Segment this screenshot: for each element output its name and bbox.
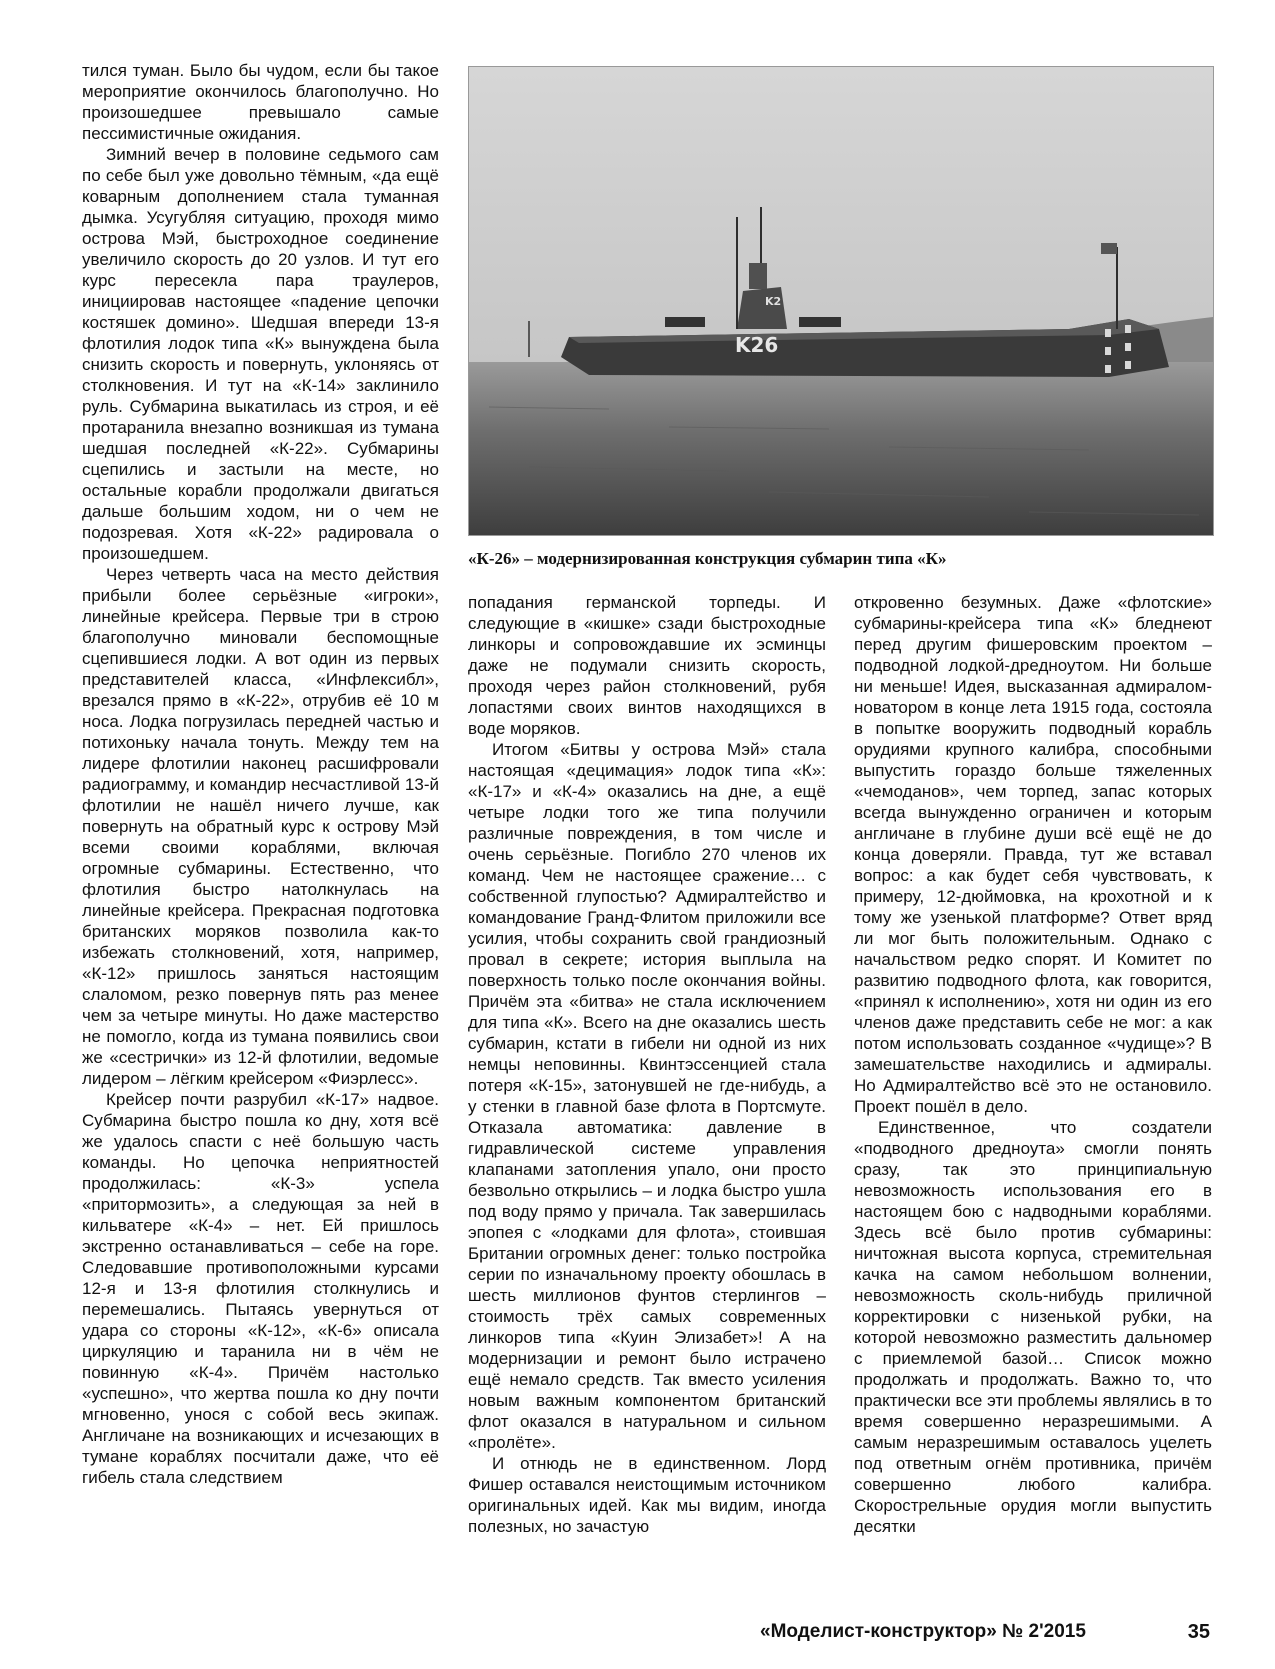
paragraph: откровенно безумных. Даже «флотские» субмарины-крейсера типа «К» бледнеют перед другим фишеровским проектом – подводной лодкой-дредноутом. Ни больше ни меньше! Идея, высказанная адмиралом-новатором в конце лета 1915 года, состояла в попытке вооружить подводный корабль орудиями крупного калибра, способными выпустить гораздо больше тяжеленных «чемоданов», чем торпед, запас которых всегда вынужденно ограничен и которым англичане в глубине души всё ещё не до конца доверяли. Правда, тут же вставал вопрос: а как будет себя чувствовать, к примеру, 12-дюймовка, на крохотной и к тому же узенькой платформе? Ответ вряд ли мог быть положительным. Однако с начальством редко спорят. И Комитет по развитию подводного флота, как говорится, «принял к исполнению», хотя ни один из его членов даже представить себе не мог: а как потом использовать созданное «чудище»? В замешательстве находились и адмиралы. Но Адмиралтейство всё это не остановило. Проект пошёл в дело. (854, 593, 1212, 1116)
paragraph: тился туман. Было бы чудом, если бы такое мероприятие окончилось благополучно. Но произошедшее превышало самые пессимистичные ожидания. (82, 61, 439, 143)
text-column-1 (82, 60, 439, 1488)
tower-marking: K2 (765, 295, 782, 308)
paragraph: Единственное, что создатели «подводного дредноута» смогли понять сразу, так это принципиальную невозможность использования его в настоящем бою с надводными кораблями. Здесь всё было против субмарины: ничтожная высота корпуса, стремительная качка на самом небольшом волнении, невозможность сколь-нибудь приличной корректировки с низенькой рубки, на которой невозможно разместить дальномер с приемлемой базой… Список можно продолжать и продолжать. Важно то, что практически все эти проблемы являлись в то время совершенно неразрешимыми. А самым неразрешимым оставалось уцелеть под ответным огнём противника, причём совершенно любого калибра. Скорострельные орудия могли выпустить десятки (854, 1118, 1212, 1536)
paragraph: Зимний вечер в половине седьмого сам по себе был уже довольно тёмным, «да ещё коварным дополнением стала туманная дымка. Усугубляя ситуацию, проходя мимо острова Мэй, быстроходное соединение увеличило скорость до 20 узлов. И тут его курс пересекла пара траулеров, инициировав настоящее «падение цепочки костяшек домино». Шедшая впереди 13-я флотилия лодок типа «К» вынуждена была снизить скорость и повернуть, уклоняясь от столкновения. И тут на «К-14» заклинило руль. Субмарина выкатилась из строя, и её протаранила внезапно возникшая из тумана шедшая последней «К-22». Субмарины сцепились и застыли на месте, но остальные корабли продолжали двигаться дальше большим ходом, ни о чем не подозревая. Хотя «К-22» радировала о произошедшем. (82, 145, 439, 563)
paragraph: попадания германской торпеды. И следующие в «кишке» сзади быстроходные линкоры и сопровождавшие их эсминцы даже не подумали снизить скорость, проходя через район столкновений, рубя лопастями своих винтов находящихся в воде моряков. (468, 593, 826, 738)
page-number: 35 (1187, 1621, 1210, 1643)
hull-marking: K26 (735, 333, 779, 357)
paragraph: И отнюдь не в единственном. Лорд Фишер оставался неистощимым источником оригинальных идей. Как мы видим, иногда полезных, но зачастую (468, 1454, 826, 1536)
photo-caption: «К-26» – модернизированная конструкция субмарин типа «К» (468, 549, 947, 568)
submarine-photo (468, 66, 1214, 536)
paragraph: Крейсер почти разрубил «К-17» надвое. Субмарина быстро пошла ко дну, хотя всё же удалось спасти с неё большую часть команды. Но цепочка неприятностей продолжилась: «К-3» успела «притормозить», а следующая за ней в кильватере «К-4» – нет. Ей пришлось экстренно останавливаться – себе на горе. Следовавшие противоположными курсами 12-я и 13-я флотилия столкнулись и перемешались. Пытаясь увернуться от удара со стороны «К-12», «К-6» описала циркуляцию и таранила ни в чём не повинную «К-4». Причём настолько «успешно», что жертва пошла ко дну почти мгновенно, унося с собой весь экипаж. Англичане на возникающих и исчезающих в тумане кораблях посчитали даже, что её гибель стала следствием (82, 1090, 439, 1487)
text-column-3 (854, 592, 1212, 1537)
paragraph: Итогом «Битвы у острова Мэй» стала настоящая «децимация» лодок типа «К»: «К-17» и «К-4» оказались на дне, а ещё четыре лодки того же типа получили различные повреждения, в том числе и очень серьёзные. Погибло 270 членов их команд. Чем не настоящее сражение… с собственной глупостью? Адмиралтейство и командование Гранд-Флитом приложили все усилия, чтобы сохранить свой грандиозный провал в секрете; история выплыла на поверхность только после окончания войны. Причём эта «битва» не стала исключением для типа «К». Всего на дне оказались шесть субмарин, кстати в гибели ни одной из них немцы неповинны. Квинтэссенцией стала потеря «К-15», затонувшей не где-нибудь, а у стенки в главной базе флота в Портсмуте. Отказала автоматика: давление в гидравлической системе управления клапанами затопления упало, они просто безвольно открылись – и лодка быстро ушла под воду прямо у причала. Так завершилась эпопея с «лодками для флота», стоившая Британии огромных денег: только постройка серии по изначальному проекту обошлась в шесть миллионов фунтов стерлингов – стоимость трёх самых современных линкоров типа «Куин Элизабет»! А на модернизации и ремонт было истрачено ещё немало средств. Так вместо усиления новым важным компонентом британский флот оказался в натуральном и сильном «пролёте». (468, 740, 826, 1452)
paragraph: Через четверть часа на место действия прибыли более серьёзные «игроки», линейные крейсера. Первые три в строю благополучно миновали беспомощные сцепившиеся лодки. А вот один из первых представителей класса, «Инфлексибл», врезался прямо в «К-22», отрубив её 10 м носа. Лодка погрузилась передней частью и потихоньку начала тонуть. Между тем на лидере флотилии наконец расшифровали радиограмму, и командир несчастливой 13-й флотилии не нашёл ничего лучше, как повернуть на обратный курс к острову Мэй всеми своими кораблями, включая огромные субмарины. Естественно, что флотилия быстро натолкнулась на линейные крейсера. Прекрасная подготовка британских моряков позволила как-то избежать столкновений, хотя, например, «К-12» пришлось заняться настоящим слаломом, резко повернув пять раз менее чем за четыре минуты. Но даже мастерство не помогло, когда из тумана появились свои же «сестрички» из 12-й флотилии, ведомые лидером – лёгким крейсером «Фиэрлесс». (82, 565, 439, 1088)
magazine-title: «Моделист-конструктор» № 2'2015 (760, 1621, 1086, 1642)
text-column-2 (468, 592, 826, 1537)
